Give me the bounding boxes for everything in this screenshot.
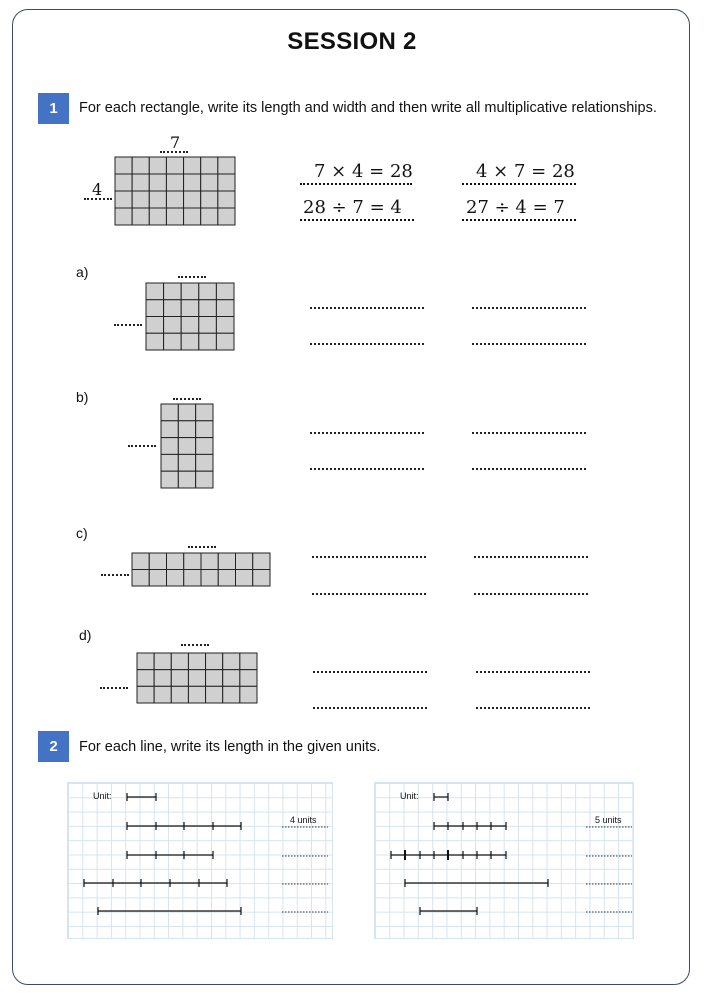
grid-cell <box>149 208 166 225</box>
part-a-answer-1[interactable] <box>310 307 424 309</box>
grid-cell <box>196 404 213 421</box>
grid-cell <box>137 686 154 703</box>
grid-cell <box>132 570 149 587</box>
grid-cell <box>161 421 178 438</box>
part-c-answer-3[interactable] <box>312 593 426 595</box>
grid-cell <box>196 421 213 438</box>
question-1-badge: 1 <box>38 93 69 124</box>
grid-cell <box>201 208 218 225</box>
grid-cell <box>149 191 166 208</box>
grid-cell <box>184 157 201 174</box>
grid-cell <box>206 686 223 703</box>
part-b-width-blank[interactable] <box>128 445 156 447</box>
grid-cell <box>132 208 149 225</box>
part-d-answer-4[interactable] <box>476 707 590 709</box>
part-d-answer-3[interactable] <box>313 707 427 709</box>
grid-cell <box>223 686 240 703</box>
grid-cell <box>149 174 166 191</box>
grid-cell <box>196 454 213 471</box>
example-eq2-line <box>462 183 576 185</box>
grid-cell <box>201 553 218 570</box>
part-c-answer-4[interactable] <box>474 593 588 595</box>
grid-cell <box>178 471 195 488</box>
grid-cell <box>115 191 132 208</box>
grid-cell <box>218 157 235 174</box>
part-d-length-blank[interactable] <box>181 644 209 646</box>
grid-cell <box>184 174 201 191</box>
example-length-line <box>160 151 188 153</box>
part-d-answer-1[interactable] <box>313 671 427 673</box>
grid-cell <box>161 454 178 471</box>
grid-cell <box>154 670 171 687</box>
grid-cell <box>146 300 164 317</box>
grid-cell <box>149 157 166 174</box>
grid-cell <box>206 670 223 687</box>
grid-cell <box>223 670 240 687</box>
grid-cell <box>199 333 217 350</box>
part-d-rectangle <box>136 652 258 704</box>
grid-cell <box>216 283 234 300</box>
grid-cell <box>161 404 178 421</box>
grid-cell <box>196 471 213 488</box>
part-b-label: b) <box>76 389 89 405</box>
grid-cell <box>132 157 149 174</box>
part-d-answer-2[interactable] <box>476 671 590 673</box>
example-eq1: 7 × 4 = 28 <box>314 161 413 182</box>
part-c-rectangle <box>131 552 271 587</box>
grid-cell <box>240 686 257 703</box>
grid-cell <box>178 454 195 471</box>
left-given-answer: 4 units <box>290 815 317 825</box>
grid-cell <box>236 553 253 570</box>
part-d-width-blank[interactable] <box>100 687 128 689</box>
part-a-width-blank[interactable] <box>114 324 142 326</box>
grid-cell <box>132 191 149 208</box>
grid-cell <box>240 670 257 687</box>
grid-cell <box>201 157 218 174</box>
part-a-answer-2[interactable] <box>472 307 586 309</box>
grid-cell <box>146 283 164 300</box>
example-eq4: 27 ÷ 4 = 7 <box>466 197 565 218</box>
grid-cell <box>201 174 218 191</box>
part-b-answer-4[interactable] <box>472 468 586 470</box>
left-line-segments <box>68 783 334 940</box>
grid-cell <box>171 670 188 687</box>
part-c-label: c) <box>76 525 88 541</box>
grid-cell <box>201 191 218 208</box>
part-d-label: d) <box>79 627 92 643</box>
grid-cell <box>146 317 164 334</box>
part-c-width-blank[interactable] <box>101 574 129 576</box>
part-a-rectangle <box>145 282 235 351</box>
question-2-badge: 2 <box>38 731 69 762</box>
part-a-answer-3[interactable] <box>310 343 424 345</box>
part-c-length-blank[interactable] <box>188 546 216 548</box>
example-eq4-line <box>462 219 576 221</box>
grid-cell <box>164 333 182 350</box>
grid-cell <box>236 570 253 587</box>
grid-cell <box>201 570 218 587</box>
right-grid-panel <box>374 782 634 939</box>
right-line-segments <box>375 783 635 940</box>
grid-cell <box>154 653 171 670</box>
grid-cell <box>171 686 188 703</box>
grid-cell <box>132 553 149 570</box>
grid-cell <box>149 553 166 570</box>
grid-cell <box>178 438 195 455</box>
part-b-answer-3[interactable] <box>310 468 424 470</box>
part-a-label: a) <box>76 264 89 280</box>
example-eq2: 4 × 7 = 28 <box>476 161 575 182</box>
grid-cell <box>137 653 154 670</box>
grid-cell <box>196 438 213 455</box>
grid-cell <box>181 317 199 334</box>
grid-cell <box>218 191 235 208</box>
part-b-length-blank[interactable] <box>173 398 201 400</box>
grid-cell <box>167 553 184 570</box>
grid-cell <box>178 404 195 421</box>
example-eq3: 28 ÷ 7 = 4 <box>303 197 402 218</box>
grid-cell <box>184 208 201 225</box>
part-b-rectangle <box>160 403 214 489</box>
part-c-answer-2[interactable] <box>474 556 588 558</box>
question-1-instruction: For each rectangle, write its length and width and then write all multiplicative relationships. <box>79 100 657 116</box>
grid-cell <box>166 191 183 208</box>
example-rectangle <box>114 156 236 226</box>
grid-cell <box>161 471 178 488</box>
grid-cell <box>253 570 270 587</box>
grid-cell <box>223 653 240 670</box>
grid-cell <box>188 670 205 687</box>
grid-cell <box>166 157 183 174</box>
grid-cell <box>184 191 201 208</box>
grid-cell <box>166 174 183 191</box>
grid-cell <box>164 300 182 317</box>
grid-cell <box>115 208 132 225</box>
grid-cell <box>199 283 217 300</box>
grid-cell <box>115 157 132 174</box>
grid-cell <box>171 653 188 670</box>
grid-cell <box>218 553 235 570</box>
grid-cell <box>218 570 235 587</box>
grid-cell <box>181 300 199 317</box>
left-grid-panel <box>67 782 333 939</box>
part-c-answer-1[interactable] <box>312 556 426 558</box>
grid-cell <box>181 283 199 300</box>
part-a-length-blank[interactable] <box>178 276 206 278</box>
example-eq3-line <box>300 219 414 221</box>
right-unit-label: Unit: <box>400 791 419 801</box>
grid-cell <box>216 317 234 334</box>
grid-cell <box>115 174 132 191</box>
grid-cell <box>188 653 205 670</box>
grid-cell <box>164 283 182 300</box>
example-width-label: 4 <box>92 180 103 199</box>
grid-cell <box>216 333 234 350</box>
part-b-answer-2[interactable] <box>472 432 586 434</box>
grid-cell <box>206 653 223 670</box>
grid-cell <box>188 686 205 703</box>
part-b-answer-1[interactable] <box>310 432 424 434</box>
grid-cell <box>167 570 184 587</box>
grid-cell <box>218 208 235 225</box>
grid-cell <box>178 421 195 438</box>
grid-cell <box>218 174 235 191</box>
grid-cell <box>166 208 183 225</box>
example-width-line <box>84 198 112 200</box>
grid-cell <box>199 317 217 334</box>
grid-cell <box>216 300 234 317</box>
grid-cell <box>184 570 201 587</box>
page-title: SESSION 2 <box>287 28 417 55</box>
grid-cell <box>146 333 164 350</box>
grid-cell <box>132 174 149 191</box>
grid-cell <box>199 300 217 317</box>
grid-cell <box>253 553 270 570</box>
grid-cell <box>240 653 257 670</box>
example-length-label: 7 <box>170 133 181 152</box>
grid-cell <box>154 686 171 703</box>
grid-cell <box>149 570 166 587</box>
left-unit-label: Unit: <box>93 791 112 801</box>
grid-cell <box>184 553 201 570</box>
example-eq1-line <box>300 183 412 185</box>
grid-cell <box>181 333 199 350</box>
part-a-answer-4[interactable] <box>472 343 586 345</box>
right-given-answer: 5 units <box>595 815 622 825</box>
grid-cell <box>137 670 154 687</box>
grid-cell <box>164 317 182 334</box>
grid-cell <box>161 438 178 455</box>
question-2-instruction: For each line, write its length in the given units. <box>79 739 381 755</box>
